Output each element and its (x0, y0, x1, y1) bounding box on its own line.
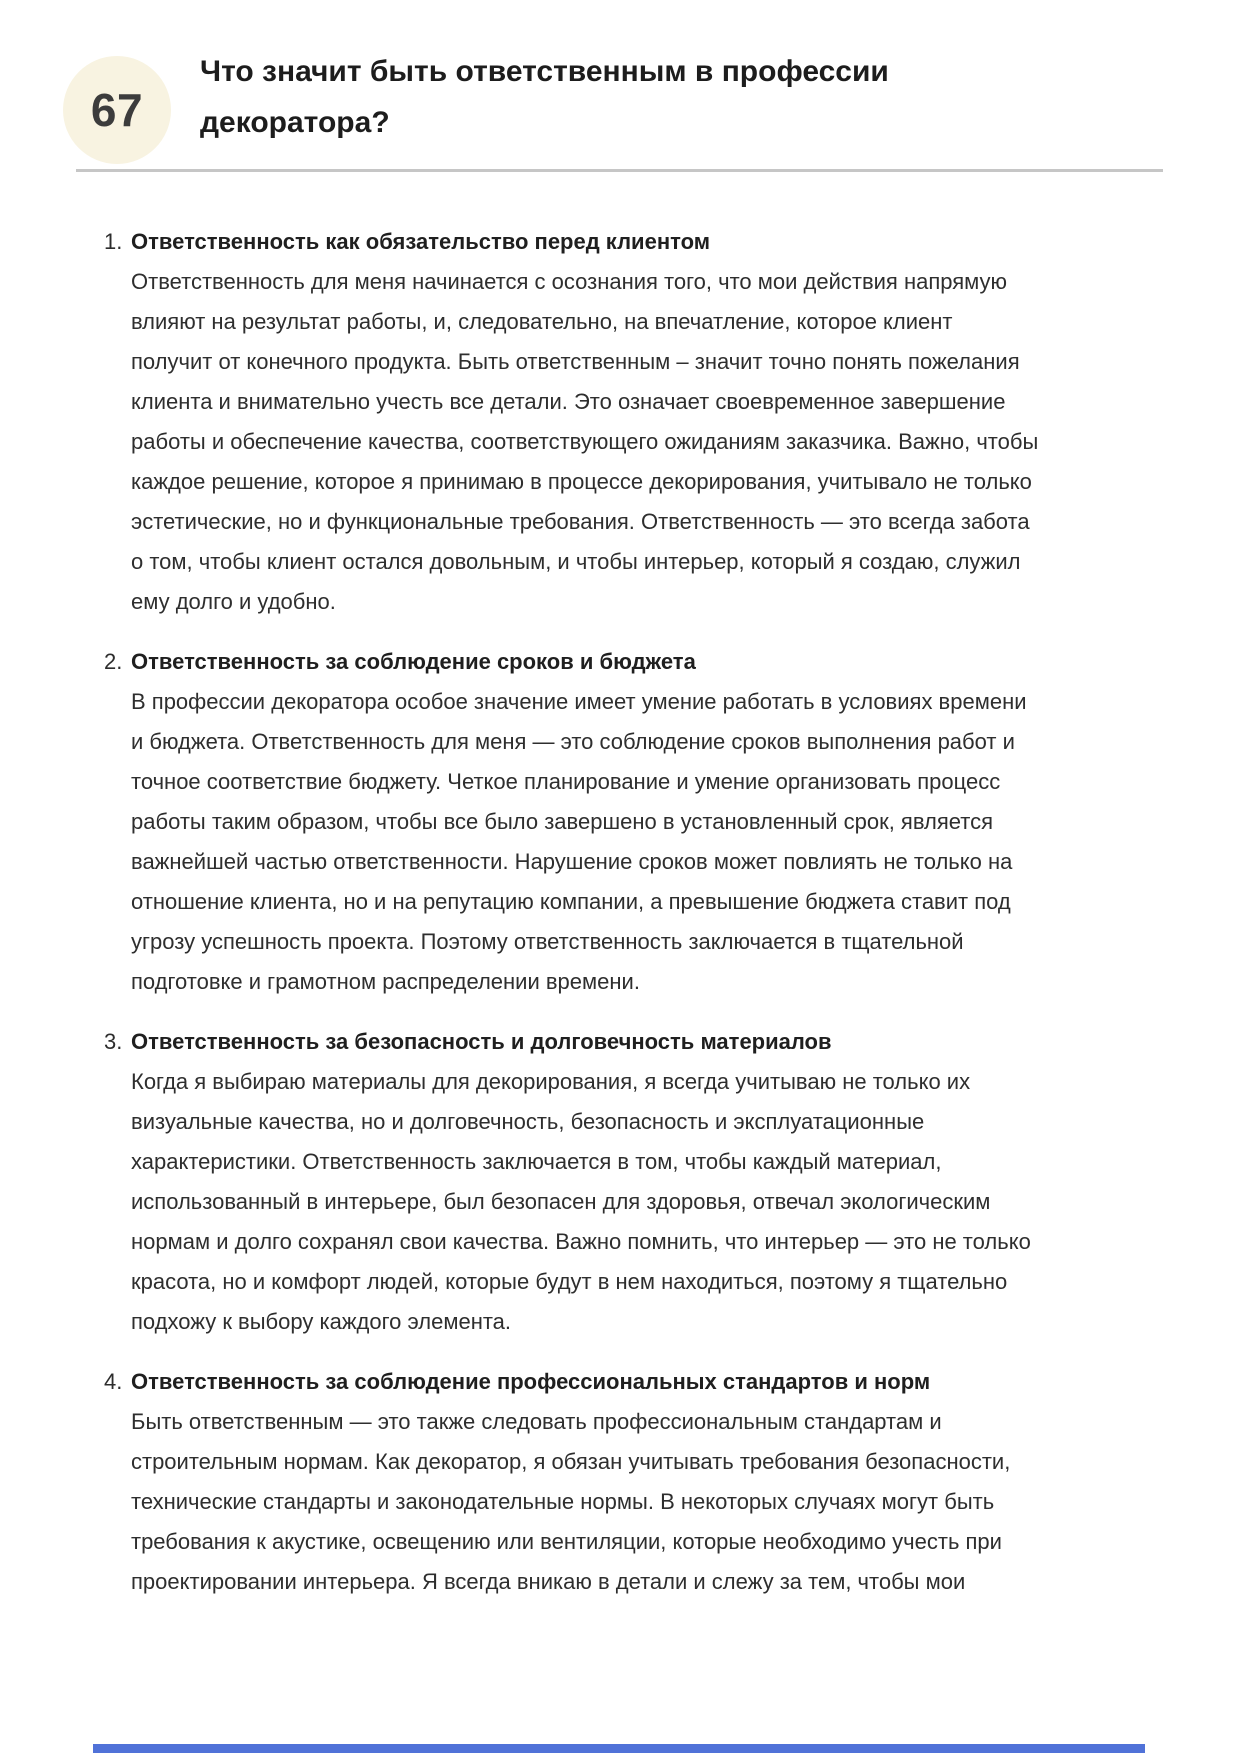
item-content (131, 1022, 1039, 1342)
item-content (131, 222, 1039, 622)
list-item (104, 642, 1239, 1002)
list-item (104, 1022, 1239, 1342)
item-number: 3. (104, 1029, 123, 1054)
item-heading: Ответственность за соблюдение сроков и бюджета (131, 649, 696, 674)
footer-accent-bar (93, 1744, 1145, 1753)
question-number: 67 (90, 84, 144, 136)
item-heading: Ответственность как обязательство перед клиентом (131, 229, 711, 254)
list-item (104, 222, 1239, 622)
item-body: В профессии декоратора особое значение имеет умение работать в условиях времени и бюджета. Ответственность для меня — это соблюдение сроков выполнения работ и точное соответствие бюджету. Четкое планирование и умение организовать процесс работы таким образом, чтобы все было завершено в установленный срок, является важнейшей частью ответственности. Нарушение сроков может повлиять не только на отношение клиента, но и на репутацию компании, а превышение бюджета ставит под угрозу успешность проекта. Поэтому ответственность заключается в тщательной подготовке и грамотном распределении времени. (131, 689, 1027, 994)
item-number: 4. (104, 1369, 123, 1394)
question-header (0, 0, 1239, 169)
item-number: 1. (104, 229, 123, 254)
list-item (104, 1362, 1239, 1602)
item-number: 2. (104, 649, 123, 674)
item-body: Когда я выбираю материалы для декорирования, я всегда учитываю не только их визуальные качества, но и долговечность, безопасность и эксплуатационные характеристики. Ответственность заключается в том, чтобы каждый материал, использованный в интерьере, был безопасен для здоровья, отвечал экологическим нормам и долго сохранял свои качества. Важно помнить, что интерьер — это не только красота, но и комфорт людей, которые будут в нем находиться, поэтому я тщательно подхожу к выбору каждого элемента. (131, 1069, 1031, 1334)
item-body: Быть ответственным — это также следовать профессиональным стандартам и строительным нормам. Как декоратор, я обязан учитывать требования безопасности, технические стандарты и законодательные нормы. В некоторых случаях могут быть требования к акустике, освещению или вентиляции, которые необходимо учесть при проектировании интерьера. Я всегда вникаю в детали и слежу за тем, чтобы мои (131, 1409, 1011, 1594)
question-number-badge (63, 56, 171, 164)
item-body: Ответственность для меня начинается с осознания того, что мои действия напрямую влияют на результат работы, и, следовательно, на впечатление, которое клиент получит от конечного продукта. Быть ответственным – значит точно понять пожелания клиента и внимательно учесть все детали. Это означает своевременное завершение работы и обеспечение качества, соответствующего ожиданиям заказчика. Важно, чтобы каждое решение, которое я принимаю в процессе декорирования, учитывало не только эстетические, но и функциональные требования. Ответственность — это всегда забота о том, чтобы клиент остался довольным, и чтобы интерьер, который я создаю, служил ему долго и удобно. (131, 269, 1039, 614)
item-content (131, 1362, 1039, 1602)
item-heading: Ответственность за соблюдение профессиональных стандартов и норм (131, 1369, 931, 1394)
answer-list (0, 172, 1239, 1602)
item-content (131, 642, 1039, 1002)
item-heading: Ответственность за безопасность и долговечность материалов (131, 1029, 832, 1054)
page-title: Что значит быть ответственным в профессии декоратора? (200, 55, 889, 139)
